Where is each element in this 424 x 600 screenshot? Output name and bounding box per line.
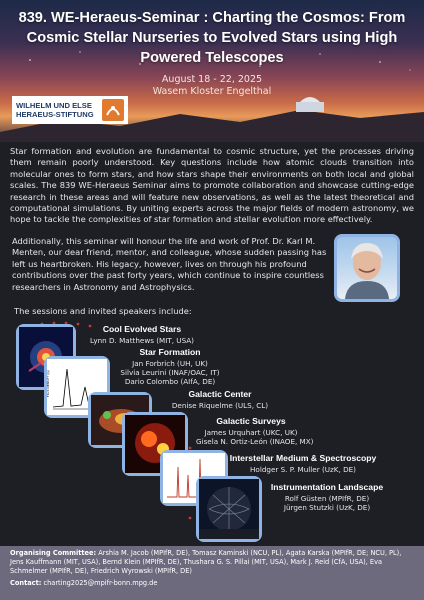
session-speaker: Jürgen Stutzki (UzK, DE) [283, 503, 371, 512]
event-venue: Wasem Kloster Engelthal [152, 86, 272, 97]
intro-paragraph: Star formation and evolution are fundamental to cosmic structure, yet the processes driving them remain poorly understood. Key questions include how atomic clouds transition into molecular ones to form stars, and how stars shape their environments on both local and global scales. The 839 WE-Heraeus Seminar aims to promote collaboration and showcase cutting-edge research in these areas and will feature new observations, as well as the latest theoretical and computational simulations. By uniting experts across the major fields of modern astronomy, we hope to tackle the complexities of star formation and stellar evolution more effectively. [10, 146, 414, 225]
session-title-star-formation: Star Formation [139, 347, 201, 357]
session-speaker: Dario Colombo (AIfA, DE) [124, 377, 216, 386]
session-title-galactic-surveys: Galactic Surveys [216, 416, 286, 426]
logo-line-2: HERAEUS-STIFTUNG [16, 110, 94, 119]
logo-badge-icon [102, 99, 124, 121]
organising-committee [10, 549, 414, 577]
memorial-paragraph: Additionally, this seminar will honour the life and work of Prof. Dr. Karl M. Menten, our dear friend, mentor, and colleague, whose sudden passing has left us heartbroken. His legacy, however, lives on through his profound contributions over the past forty years, which continue to inspire countless researchers in Astronomy and Astrophysics. [12, 236, 327, 292]
session-speaker: Holdger S. P. Muller (UzK, DE) [250, 465, 356, 474]
session-speaker: Lynn D. Matthews (MIT, USA) [90, 336, 194, 345]
sessions-intro: The sessions and invited speakers include: [14, 306, 192, 316]
session-speaker: Denise Riquelme (ULS, CL) [171, 401, 269, 410]
portrait-photo [334, 234, 400, 302]
contact-email[interactable]: charting2025@mpifr-bonn.mpg.de [41, 578, 158, 587]
session-speaker: Gisela N. Ortiz-León (INAOE, MX) [196, 437, 314, 446]
event-dates: August 18 - 22, 2025 [161, 74, 263, 85]
contact-info [10, 579, 414, 588]
committee-members: Arshia M. Jacob (MPIfR, DE), Tomasz Kaminski (NCU, PL), Agata Karska (MPIfR, DE; NCU, PL), Jens Kauffmann (MIT, USA), Bernd Klein (MPIfR, DE), Thushara G. S. Pillai (MIT, USA), Mark J. Reid (CfA, USA), Eva Schmelmer (MPIfR, DE), Friedrich Wyrowski (MPIfR, DE) [10, 549, 402, 576]
session-speaker: Rolf Güsten (MPIfR, DE) [284, 494, 370, 503]
page-title: 839. WE-Heraeus-Seminar : Charting the Cosmos: From Cosmic Stellar Nurseries to Evolved Stars using High Powered Telescopes [18, 10, 406, 66]
heraeus-logo [12, 96, 128, 124]
session-speaker: James Urquhart (UKC, UK) [204, 428, 298, 437]
session-title-galactic-center: Galactic Center [188, 389, 252, 399]
session-title-ism-spectroscopy: Interstellar Medium & Spectroscopy [229, 453, 377, 463]
session-title-instrumentation: Instrumentation Landscape [270, 482, 384, 492]
thumb-ylabel: FLUX DENSITY (Jy) [46, 369, 50, 397]
thumb-instrumentation [196, 476, 262, 542]
logo-line-1: WILHELM UND ELSE [16, 101, 92, 110]
session-title-cool-evolved-stars: Cool Evolved Stars [102, 324, 182, 334]
session-speaker: Jan Forbrich (UH, UK) [132, 359, 208, 368]
footer [0, 546, 424, 600]
header-banner [0, 0, 424, 142]
committee-label: Organising Committee: [10, 549, 97, 557]
contact-label: Contact: [10, 578, 42, 587]
session-speaker: Silvia Leurini (INAF/OAC, IT) [120, 368, 220, 377]
